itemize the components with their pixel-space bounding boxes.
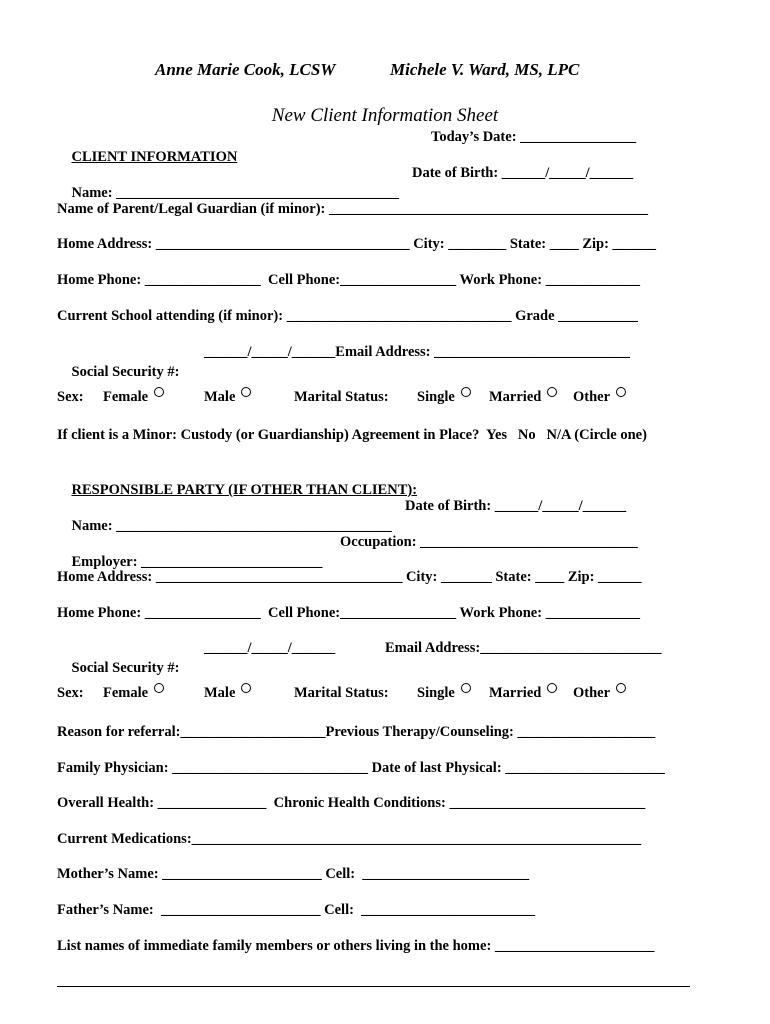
radio-circle-icon[interactable] (547, 387, 557, 397)
responsible-single-label: Single (417, 685, 455, 701)
employer-row (57, 532, 689, 570)
client-other-label: Other (573, 389, 611, 405)
employer-field[interactable]: Employer: _________________________ (71, 554, 323, 570)
radio-circle-icon[interactable] (241, 387, 251, 397)
father-field[interactable]: Father’s Name: ______________________ Cell: ________________________ (57, 902, 536, 918)
minor-custody-question[interactable]: If client is a Minor: Custody (or Guardianship) Agreement in Place? Yes No N/A (Circle one) (57, 427, 647, 443)
radio-circle-icon[interactable] (461, 387, 471, 397)
responsible-name-field[interactable]: Name: ______________________________________ (71, 518, 392, 534)
client-other-option[interactable] (573, 387, 626, 407)
referral-field[interactable]: Reason for referral:____________________Previous Therapy/Counseling: ___________________ (57, 724, 656, 740)
radio-circle-icon[interactable] (154, 683, 164, 693)
client-dob-field[interactable]: Date of Birth: ______/_____/______ (412, 165, 634, 181)
responsible-email-field[interactable]: Email Address:_________________________ (385, 640, 662, 656)
page-title: New Client Information Sheet (271, 105, 499, 126)
responsible-ssn-row (57, 638, 689, 676)
client-address-field[interactable]: Home Address: ___________________________________ City: ________ State: ____ Zip: ______ (57, 236, 657, 252)
responsible-other-option[interactable] (573, 683, 626, 703)
responsible-name-row (57, 496, 689, 534)
client-ssn-email-field[interactable]: ______/_____/______Email Address: ___________________________ (204, 344, 630, 360)
client-female-option[interactable] (103, 387, 164, 407)
responsible-section-heading: RESPONSIBLE PARTY (IF OTHER THAN CLIENT): (71, 482, 418, 498)
family-members-field[interactable]: List names of immediate family members or others living in the home: ______________________ (57, 938, 655, 954)
client-ssn-label: Social Security #: (71, 364, 180, 380)
client-married-label: Married (489, 389, 542, 405)
radio-circle-icon[interactable] (461, 683, 471, 693)
responsible-married-option[interactable] (489, 683, 557, 703)
physician-field[interactable]: Family Physician: ___________________________ Date of last Physical: ______________________ (57, 760, 665, 776)
responsible-ssn-field[interactable]: ______/_____/______ (204, 640, 336, 656)
client-section-heading: CLIENT INFORMATION (71, 149, 238, 165)
responsible-single-option[interactable] (417, 683, 471, 703)
responsible-dob-field[interactable]: Date of Birth: ______/_____/______ (405, 498, 627, 514)
client-ssn-row (57, 342, 689, 380)
client-male-option[interactable] (204, 387, 251, 407)
client-single-option[interactable] (417, 387, 471, 407)
radio-circle-icon[interactable] (547, 683, 557, 693)
medications-field[interactable]: Current Medications:______________________________________________________________ (57, 831, 642, 847)
responsible-male-label: Male (204, 685, 236, 701)
radio-circle-icon[interactable] (154, 387, 164, 397)
clinician-name-2: Michele V. Ward, MS, LPC (390, 60, 580, 79)
radio-circle-icon[interactable] (616, 387, 626, 397)
responsible-section-row (57, 460, 689, 498)
radio-circle-icon[interactable] (241, 683, 251, 693)
responsible-marital-label: Marital Status: (294, 685, 389, 701)
todays-date-field[interactable]: Today’s Date: ________________ (431, 129, 637, 145)
mother-field[interactable]: Mother’s Name: ______________________ Cell: _______________________ (57, 866, 530, 882)
responsible-married-label: Married (489, 685, 542, 701)
blank-write-line[interactable] (57, 986, 690, 987)
health-field[interactable]: Overall Health: _______________ Chronic Health Conditions: ___________________________ (57, 795, 646, 811)
client-sex-label: Sex: (57, 389, 84, 405)
responsible-male-option[interactable] (204, 683, 251, 703)
responsible-phones-field[interactable]: Home Phone: ________________ Cell Phone:________________ Work Phone: _____________ (57, 605, 640, 621)
responsible-ssn-label: Social Security #: (71, 660, 180, 676)
radio-circle-icon[interactable] (616, 683, 626, 693)
client-female-label: Female (103, 389, 149, 405)
responsible-sex-marital-row (57, 683, 689, 703)
client-name-field[interactable]: Name: _______________________________________ (71, 185, 399, 201)
responsible-address-field[interactable]: Home Address: __________________________________ City: _______ State: ____ Zip: ______ (57, 569, 642, 585)
client-single-label: Single (417, 389, 455, 405)
client-married-option[interactable] (489, 387, 557, 407)
responsible-sex-label: Sex: (57, 685, 84, 701)
client-male-label: Male (204, 389, 236, 405)
guardian-field[interactable]: Name of Parent/Legal Guardian (if minor): ____________________________________________ (57, 201, 648, 217)
school-field[interactable]: Current School attending (if minor): _______________________________ Grade ___________ (57, 308, 638, 324)
responsible-other-label: Other (573, 685, 611, 701)
client-phones-field[interactable]: Home Phone: ________________ Cell Phone:________________ Work Phone: _____________ (57, 272, 640, 288)
responsible-female-option[interactable] (103, 683, 164, 703)
client-sex-marital-row (57, 387, 689, 407)
client-marital-label: Marital Status: (294, 389, 389, 405)
client-section-row (57, 127, 689, 165)
responsible-female-label: Female (103, 685, 149, 701)
clinician-name-1: Anne Marie Cook, LCSW (155, 60, 336, 79)
occupation-field[interactable]: Occupation: ______________________________ (340, 534, 638, 550)
client-name-row (57, 163, 689, 201)
